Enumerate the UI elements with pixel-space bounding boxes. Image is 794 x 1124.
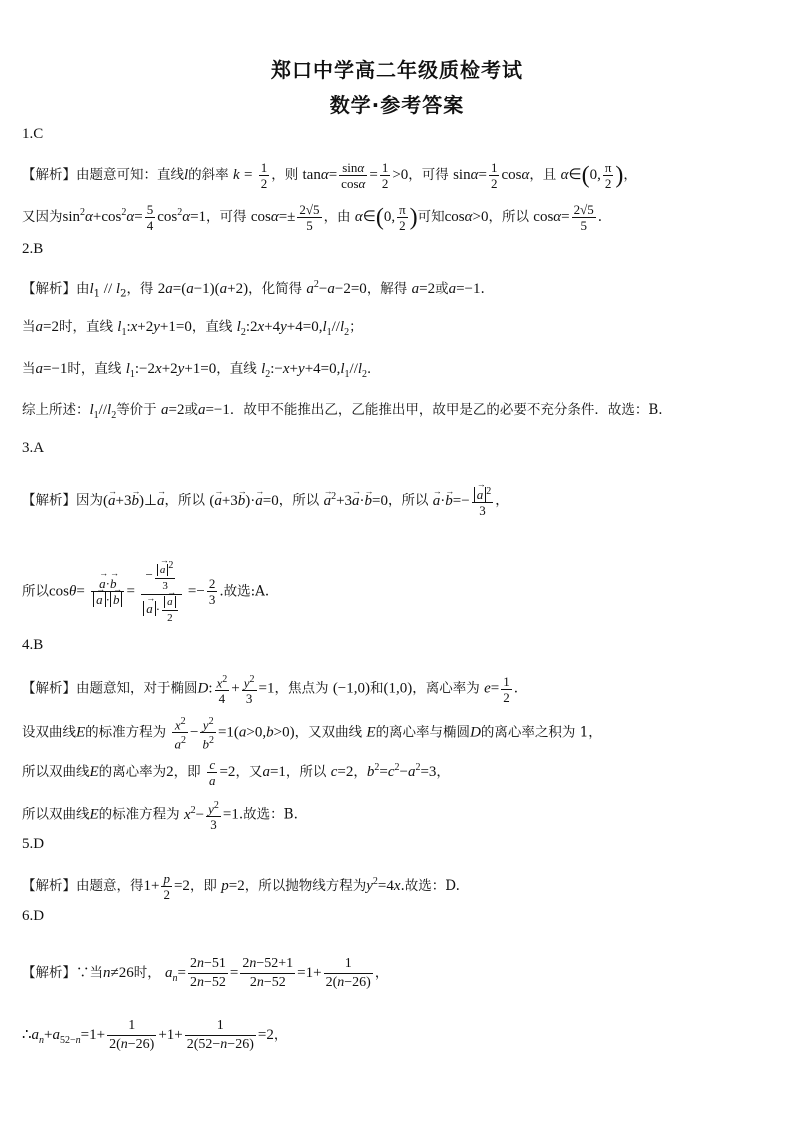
answer-2-line-2: 当a=2时，直线 $l_1:x+2y+1=0$，直线 $l_2:2x+4y+4=0,l_1//l_2$； bbox=[22, 319, 363, 338]
answer-6-line-1: 【解析】∵当n≠26时， $a_n=$ $\frac{2n-51}{2n-52}$ = $\frac{2n-52+1}{2n-52}$ =1+ $\frac{1}{2(n-26)}$ ， bbox=[22, 956, 389, 990]
answer-4-line-2: 设双曲线E的标准方程为 $\frac{x^2}{a^2}$ − $\frac{y^2}{b^2}$ =1(a>0,b>0)，又双曲线 E的离心率与椭圆D的离心率之积为 1， bbox=[22, 716, 602, 752]
page-subtitle: 数学·参考答案 bbox=[329, 93, 465, 117]
answer-1-line-1: 【解析】由题意可知：直线l的斜率 k = $\frac{1}{2}$ ，则 tanα= $\frac{\sin\alpha}{\cos\alpha}$ = $\frac{1}{2}$ >0，可得 sinα= $\frac{1}{2}$ cosα，且 α∈(0, $\frac{\pi}{2}$ )， bbox=[22, 160, 637, 191]
answer-2-line-4: 综上所述：$l_1//l_2$等价于 a=2或a=−1．故甲不能推出乙，乙能推出甲，故甲是乙的必要不充分条件．故选：B. bbox=[22, 402, 663, 421]
answer-4-line-3: 所以双曲线E的离心率为2，即 $\frac{c}{a}$ =2，又a=1，所以 c=2，$b^2=c^2-a^2=3$， bbox=[22, 757, 450, 788]
answer-6-line-2: $\therefore a_n+a_{52-n}=1+$ $\frac{1}{2(n-26)}$ +1+ $\frac{1}{2(52-n-26)}$ =2， bbox=[22, 1018, 288, 1052]
answer-2-label: 2.B bbox=[22, 241, 44, 257]
answer-5-label: 5.D bbox=[22, 836, 45, 852]
page-title: 郑口中学高二年级质检考试 bbox=[271, 58, 523, 82]
answer-2-line-3: 当a=−1时，直线 $l_1:-2x+2y+1=0$，直线 $l_2:-x+y+4=0,l_1//l_2$． bbox=[22, 361, 381, 380]
answer-2-line-1: 【解析】由$l_1 // l_2$，得 2a=(a−1)(a+2)，化简得 $a^2-a-2=0$，解得 a=2或a=−1. bbox=[22, 279, 485, 300]
answer-3-line-2: 所以cosθ= → a·→ b → a ·→ b = − → $\frac{a ^2}{3}$ → a · → $\frac{a}{2}$ =− $\frac{2}{3}$ .故选:A. bbox=[22, 558, 269, 626]
answer-1-label: 1.C bbox=[22, 126, 44, 142]
answer-3-line-1: 【解析】因为(→ a+3→ b)⊥→ a，所以 (→ a+3→ b)·→ a=0，所以 → $a^2+3\to a\cdot\to b=0$，所以 → a·→ b=− → $\frac{a ^2}{3}$ ， bbox=[22, 484, 509, 518]
answer-6-label: 6.D bbox=[22, 908, 45, 924]
answer-4-line-4: 所以双曲线E的标准方程为 $x^2-$ $\frac{y^2}{3}$ =1.故选：B. bbox=[22, 800, 298, 833]
answer-1-line-2: 又因为$\sin^2\alpha+\cos^2\alpha=$ $\frac{5}{4}$ $\cos^2\alpha=1$，可得 cosα=± $\frac{2√5}{5}$ ，由 α∈(0, $\frac{\pi}{2}$ )可知cosα>0，所以 cosα= $\frac{2√5}{5}$ . bbox=[22, 202, 603, 233]
answer-4-label: 4.B bbox=[22, 637, 44, 653]
answer-4-line-1: 【解析】由题意知，对于椭圆D: $\frac{x^2}{4}$ + $\frac{y^2}{3}$ =1，焦点为 (−1,0)和(1,0)，离心率为 e= $\frac{1}{2}$ . bbox=[22, 673, 518, 707]
answer-3-label: 3.A bbox=[22, 440, 45, 456]
answer-5-line-1: 【解析】由题意，得1+ $\frac{p}{2}$ =2，即 p=2，所以抛物线方程为$y^2=4x$.故选：D. bbox=[22, 871, 460, 902]
